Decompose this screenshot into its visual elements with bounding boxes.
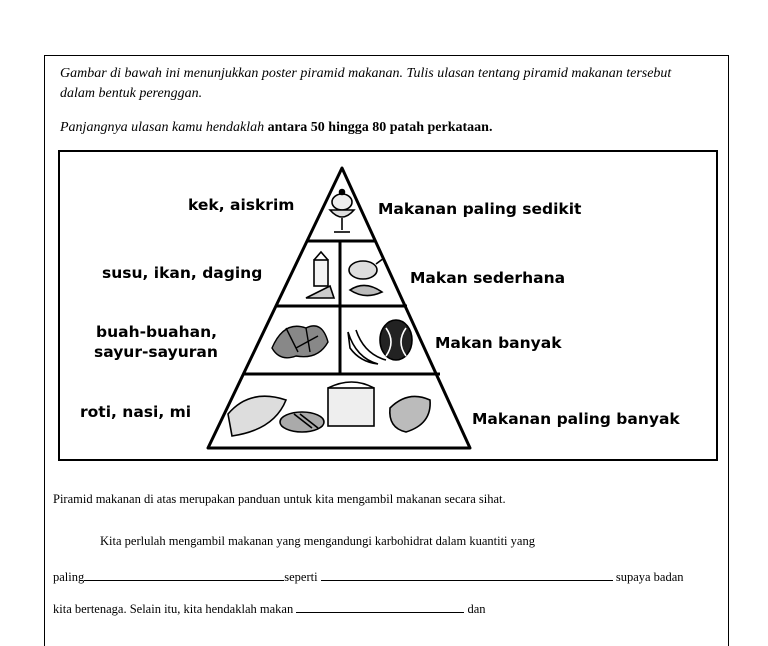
- level1-foods: kek, aiskrim: [188, 196, 295, 214]
- leafy-vegetables-icon: [272, 326, 328, 358]
- level2-serving: Makan sederhana: [410, 269, 566, 287]
- level1-serving: Makanan paling sedikit: [378, 200, 582, 218]
- bread-rice-noodles-icon: [228, 382, 430, 436]
- answer-blank-2[interactable]: [321, 568, 613, 581]
- passage-text-makan: kita bertenaga. Selain itu, kita hendaklah makan: [53, 602, 294, 616]
- instruction-text: Gambar di bawah ini menunjukkan poster piramid makanan. Tulis ulasan tentang piramid makanan tersebut dalam bentuk perenggan.: [60, 66, 672, 101]
- passage-line-1: Piramid makanan di atas merupakan panduan untuk kita mengambil makanan secara sihat.: [53, 492, 506, 506]
- passage-word-seperti: seperti: [284, 570, 318, 584]
- passage-line-3: [53, 568, 684, 585]
- level3-foods-line2: sayur-sayuran: [94, 343, 218, 361]
- passage-word-dan: dan: [467, 602, 486, 616]
- food-pyramid-poster: [58, 150, 718, 461]
- level3-foods-line1: buah-buahan,: [96, 323, 218, 341]
- word-count-range: antara 50 hingga 80 patah perkataan.: [267, 120, 493, 135]
- word-count-lead: Panjangnya ulasan kamu hendaklah: [60, 120, 268, 135]
- level2-foods: susu, ikan, daging: [102, 264, 263, 282]
- level4-foods: roti, nasi, mi: [80, 403, 192, 421]
- level4-serving: Makanan paling banyak: [472, 410, 680, 428]
- answer-blank-3[interactable]: [296, 600, 464, 613]
- passage-word-paling: paling: [53, 570, 85, 584]
- passage-line-2: Kita perlulah mengambil makanan yang mengandungi karbohidrat dalam kuantiti yang: [100, 534, 535, 548]
- word-count-instruction: [60, 118, 700, 138]
- level3-serving: Makan banyak: [435, 334, 562, 352]
- milk-carton-icon: [306, 252, 334, 298]
- passage-word-supaya: supaya badan: [615, 570, 684, 584]
- banana-watermelon-icon: [348, 320, 412, 364]
- passage-line-4: [53, 600, 486, 617]
- answer-blank-1[interactable]: [84, 568, 284, 581]
- ice-cream-sundae-icon: [330, 190, 354, 233]
- chicken-fish-icon: [349, 258, 384, 296]
